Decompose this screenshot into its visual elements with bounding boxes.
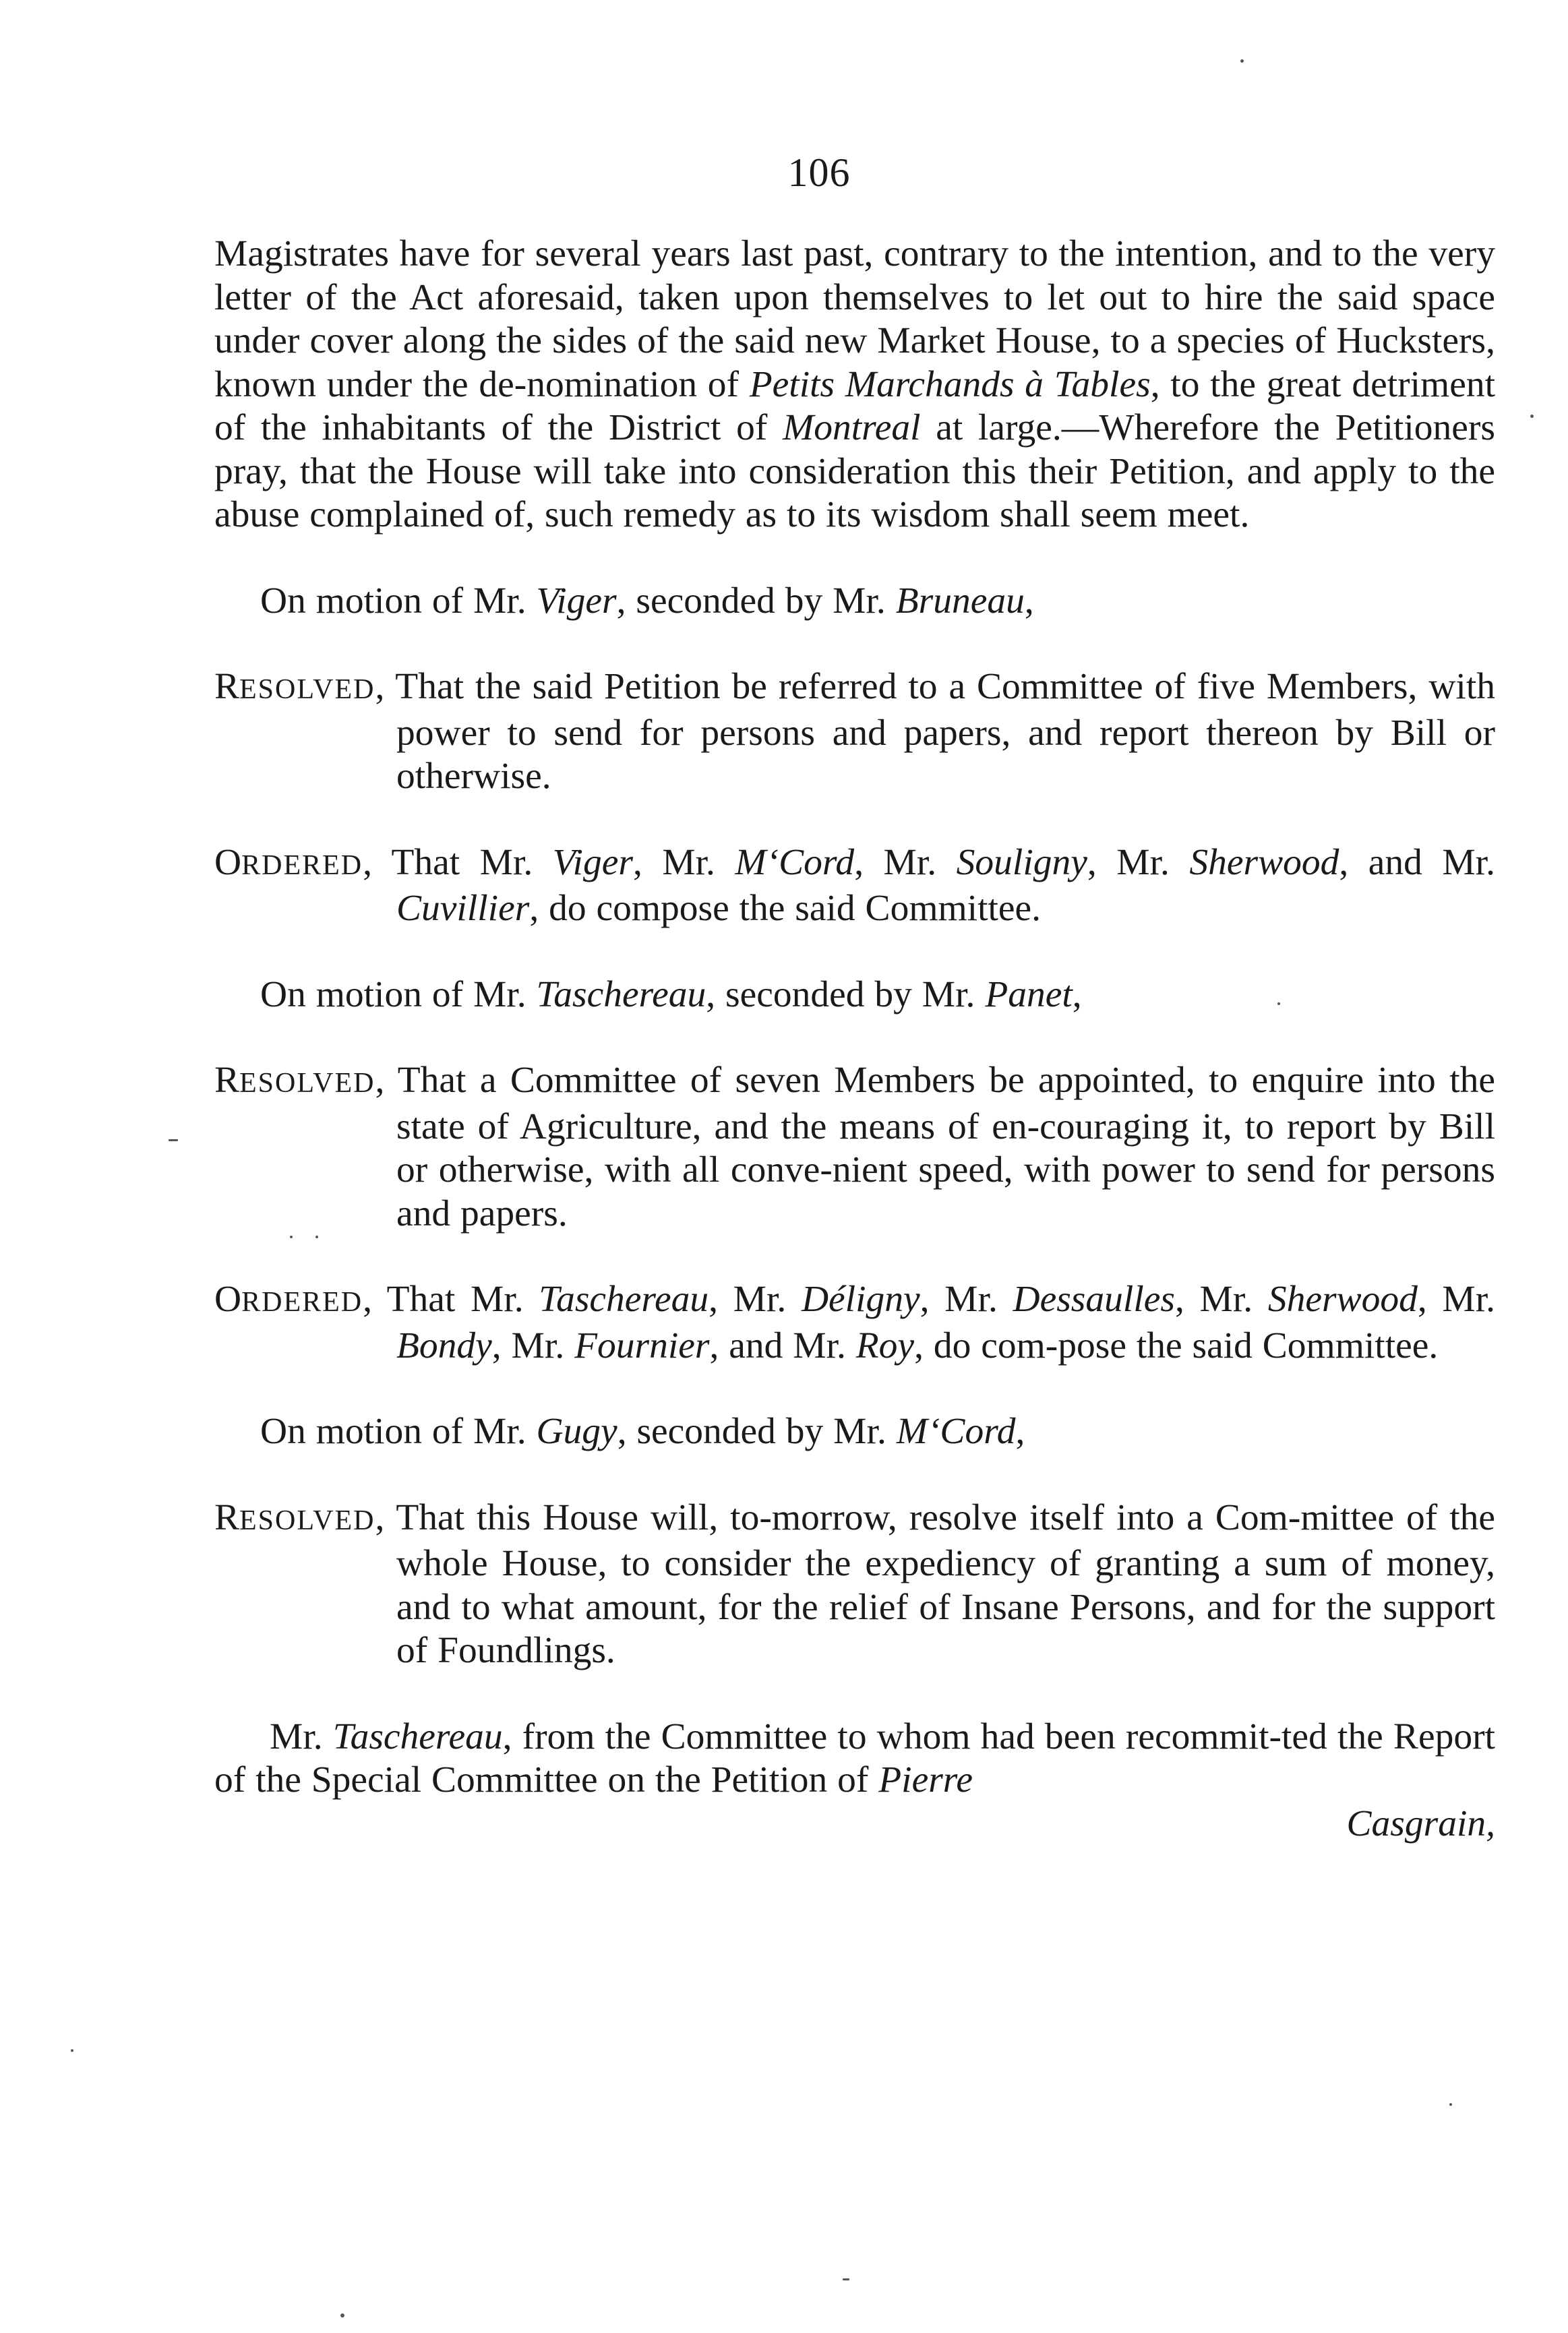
- motion3-seconder-name: M‘Cord: [896, 1411, 1016, 1452]
- print-speck: [169, 1139, 178, 1141]
- ordered2-heading-cap: O: [214, 1279, 242, 1320]
- resolved1-heading-smallcaps: ESOLVED: [239, 674, 375, 705]
- ordered-paragraph-1: [214, 841, 1495, 931]
- print-speck: [843, 2278, 849, 2280]
- motion1-text-1: On motion of Mr.: [260, 580, 537, 622]
- resolved3-heading-smallcaps: ESOLVED: [239, 1505, 375, 1536]
- motion2-text-3: ,: [1072, 973, 1082, 1015]
- print-speck: [1240, 59, 1244, 63]
- resolved3-text: , That this House will, to-morrow, resolve itself into a Com-mittee of the whole House, to consider the expediency of granting a sum of money, and to what amount, for the relief of Insane Persons, and for the support of Foundlings.: [375, 1496, 1495, 1671]
- ordered2-text-3: , Mr.: [919, 1279, 1013, 1320]
- resolved2-text: , That a Committee of seven Members be appointed, to enquire into the state of Agriculture, and the means of en-couraging it, to report by Bill or otherwise, with all conve-nient speed, with power to send for persons and papers.: [375, 1060, 1495, 1234]
- print-speck: [340, 2313, 344, 2317]
- motion2-text-1: On motion of Mr.: [260, 973, 537, 1015]
- ordered2-heading-smallcaps: RDERED: [241, 1287, 363, 1318]
- ordered1-text-1: , That Mr.: [363, 841, 553, 883]
- print-speck: [315, 1236, 318, 1238]
- ordered1-name-3: Souligny: [956, 841, 1087, 883]
- ordered1-name-1: Viger: [552, 841, 633, 883]
- ordered-paragraph-2: [214, 1278, 1495, 1368]
- resolved-paragraph-1: [214, 665, 1495, 799]
- resolved-paragraph-3: [214, 1496, 1495, 1673]
- petition-paragraph: [214, 233, 1495, 537]
- ordered2-text-1: , That Mr.: [363, 1279, 539, 1320]
- report-paragraph: [214, 1716, 1495, 1802]
- motion2-text-2: , seconded by Mr.: [706, 973, 986, 1015]
- motion1-seconder-name: Bruneau: [895, 580, 1025, 622]
- petition-text-2: , to the great detriment of the inhabitants of the District of: [214, 363, 1495, 448]
- ordered1-text-2: , Mr.: [632, 841, 735, 883]
- ordered2-name-7: Roy: [855, 1325, 915, 1366]
- page-number: 106: [787, 150, 851, 195]
- resolved1-text: , That the said Petition be referred to a Committee of five Members, with power to send for persons and papers, and report thereon by Bill or otherwise.: [375, 666, 1495, 797]
- ordered2-name-5: Bondy: [396, 1325, 492, 1366]
- ordered2-name-6: Fournier: [574, 1325, 710, 1366]
- body-text: [214, 233, 1495, 1846]
- resolved2-heading-cap: R: [214, 1060, 240, 1101]
- ordered1-text-6: , do compose the said Committee.: [529, 888, 1042, 929]
- report-text-2: , from the Committee to whom had been recommit-ted the Report of the Special Committee on the Petition of: [214, 1716, 1495, 1800]
- motion2-mover-name: Taschereau: [536, 973, 706, 1015]
- resolved1-heading-cap: R: [214, 666, 240, 707]
- print-speck: [1530, 415, 1534, 418]
- ordered2-text-4: , Mr.: [1174, 1279, 1268, 1320]
- resolved1-heading: [214, 666, 375, 707]
- motion3-text-1: On motion of Mr.: [260, 1411, 537, 1452]
- report-name-pierre: Pierre: [878, 1759, 973, 1800]
- ordered1-text-5: , and Mr.: [1339, 841, 1495, 883]
- petition-text-3: at large.—Wherefore the Petitioners pray, that the House will take into consideration this their Petition, and apply to the abuse complained of, such remedy as to its wisdom shall seem meet.: [214, 407, 1495, 535]
- print-speck: [1449, 2103, 1452, 2106]
- motion3-text-2: , seconded by Mr.: [617, 1411, 897, 1452]
- ordered1-name-5: Cuvillier: [396, 888, 530, 929]
- motion2-seconder-name: Panet: [985, 973, 1073, 1015]
- motion3-mover-name: Gugy: [536, 1411, 617, 1452]
- print-speck: [71, 2049, 73, 2052]
- ordered2-text-5: , Mr.: [1417, 1279, 1495, 1320]
- ordered2-heading: [214, 1279, 363, 1320]
- report-name-taschereau: Taschereau: [332, 1716, 503, 1757]
- ordered1-heading-smallcaps: RDERED: [241, 849, 363, 881]
- ordered1-name-2: M‘Cord: [735, 841, 855, 883]
- petition-italic-petits-marchands: Petits Marchands à Tables: [749, 363, 1151, 405]
- motion1-text-2: , seconded by Mr.: [616, 580, 896, 622]
- ordered2-text-8: , do com-pose the said Committee.: [914, 1325, 1439, 1366]
- resolved2-heading-smallcaps: ESOLVED: [239, 1068, 375, 1099]
- ordered2-name-4: Sherwood: [1267, 1279, 1418, 1320]
- ordered2-name-2: Déligny: [801, 1279, 920, 1320]
- ordered2-text-6: , Mr.: [491, 1325, 575, 1366]
- ordered1-heading: [214, 842, 363, 883]
- print-speck: [290, 1236, 293, 1238]
- resolved3-heading-cap: R: [214, 1496, 240, 1538]
- ordered2-text-2: , Mr.: [708, 1279, 802, 1320]
- report-text-1: Mr.: [270, 1716, 333, 1757]
- ordered1-heading-cap: O: [214, 841, 242, 883]
- motion-paragraph-1: [260, 580, 1495, 624]
- petition-text-1: Magistrates have for several years last past, contrary to the intention, and to the very letter of the Act aforesaid, taken upon themselves to let out to hire the said space under cover along the sides of the said new Market House, to a species of Hucksters, known under the de-nomination of: [214, 233, 1495, 405]
- ordered1-text-4: , Mr.: [1087, 841, 1190, 883]
- ordered1-text-3: , Mr.: [854, 841, 957, 883]
- print-speck: [1277, 1002, 1280, 1005]
- ordered2-text-7: , and Mr.: [709, 1325, 856, 1366]
- motion1-mover-name: Viger: [536, 580, 617, 622]
- resolved-paragraph-2: [214, 1059, 1495, 1236]
- ordered2-name-1: Taschereau: [539, 1279, 709, 1320]
- ordered2-name-3: Dessaulles: [1013, 1279, 1175, 1320]
- motion3-text-3: ,: [1015, 1411, 1025, 1452]
- resolved2-heading: [214, 1060, 375, 1101]
- catchword-text: Casgrain,: [1346, 1802, 1495, 1844]
- motion1-text-3: ,: [1024, 580, 1034, 622]
- catchword: [214, 1802, 1495, 1846]
- petition-italic-montreal: Montreal: [783, 407, 921, 448]
- motion-paragraph-3: [260, 1410, 1495, 1454]
- resolved3-heading: [214, 1497, 375, 1538]
- ordered1-name-4: Sherwood: [1189, 841, 1339, 883]
- motion-paragraph-2: [260, 973, 1495, 1017]
